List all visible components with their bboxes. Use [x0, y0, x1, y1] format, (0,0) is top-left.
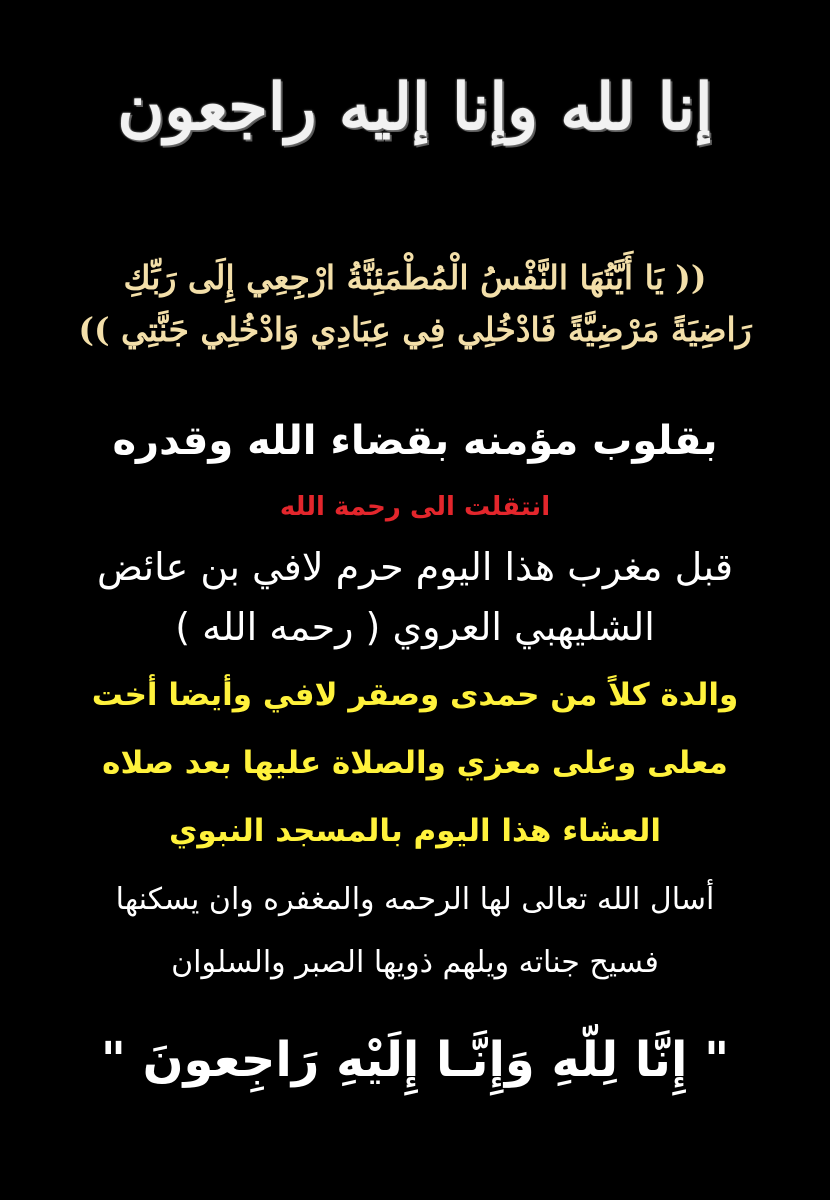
quran-verse-line-2: رَاضِيَةً مَرْضِيَّةً فَادْخُلِي فِي عِبَادِي وَادْخُلِي جَنَّتِي )) — [78, 310, 752, 349]
heading: بقلوب مؤمنه بقضاء الله وقدره — [112, 418, 718, 464]
closing-phrase: " إِنَّا لِلّهِ وَإِنَّـا إِلَيْهِ رَاجِعونَ " — [100, 1032, 730, 1088]
deceased-line-1: قبل مغرب هذا اليوم حرم لافي بن عائض — [96, 545, 734, 589]
details-line-2: معلى وعلى معزي والصلاة عليها بعد صلاه — [102, 745, 728, 781]
announcement: انتقلت الى رحمة الله — [279, 492, 551, 522]
calligraphy-title: إنا لله وإنا إليه راجعون — [117, 70, 713, 145]
details-line-3: العشاء هذا اليوم بالمسجد النبوي — [169, 813, 661, 849]
quran-verse-line-1: (( يَا أَيَّتُهَا النَّفْسُ الْمُطْمَئِنَّةُ ارْجِعِي إِلَى رَبِّكِ — [123, 258, 707, 297]
prayer-line-2: فسيح جناته ويلهم ذويها الصبر والسلوان — [171, 945, 659, 980]
details-line-1: والدة كلاً من حمدى وصقر لافي وأيضا أخت — [91, 677, 739, 713]
prayer-line-1: أسال الله تعالى لها الرحمه والمغفره وان يسكنها — [115, 882, 715, 917]
deceased-line-2: الشليهبي العروي ( رحمه الله ) — [175, 605, 655, 649]
